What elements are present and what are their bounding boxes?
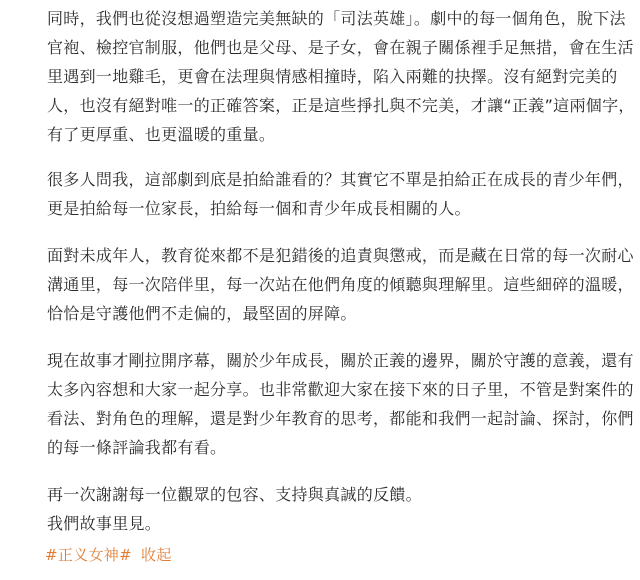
post-paragraph-3 xyxy=(47,241,634,328)
paragraph-line: 官袍、檢控官制服，他們也是父母、是子女，會在親子關係裡手足無措，會在生活 xyxy=(47,38,634,57)
hashtag-link[interactable]: #正义女神# xyxy=(45,546,132,564)
paragraph-line: 看法、對角色的理解，還是對少年教育的思考，都能和我們一起討論、探討，你們 xyxy=(47,409,634,428)
paragraph-line: 里遇到一地雞毛，更會在法理與情感相撞時，陷入兩難的抉擇。沒有絕對完美的 xyxy=(47,67,618,86)
collapse-button[interactable]: 收起 xyxy=(141,546,172,564)
paragraph-line: 人，也沒有絕對唯一的正確答案，正是這些掙扎與不完美，才讓“正義”這兩個字， xyxy=(47,96,635,115)
paragraph-line: 我們故事里見。 xyxy=(47,514,162,533)
post-body xyxy=(47,4,635,538)
post-paragraph-4 xyxy=(47,346,634,462)
paragraph-line: 溝通里，每一次陪伴里，每一次站在他們角度的傾聽與理解里。這些細碎的溫暖， xyxy=(47,275,634,294)
paragraph-line: 同時，我們也從沒想過塑造完美無缺的「司法英雄」。劇中的每一個角色，脫下法 xyxy=(47,9,626,28)
paragraph-line: 的每一條評論我都有看。 xyxy=(47,438,227,457)
paragraph-line: 現在故事才剛拉開序幕，關於少年成長，關於正義的邊界，關於守護的意義，還有 xyxy=(47,351,634,370)
post-paragraph-2 xyxy=(47,165,634,223)
paragraph-line: 更是拍給每一位家長，拍給每一個和青少年成長相關的人。 xyxy=(47,199,471,218)
paragraph-line: 再一次謝謝每一位觀眾的包容、支持與真誠的反饋。 xyxy=(47,485,422,504)
post-footer-links xyxy=(45,543,172,567)
post-paragraph-1 xyxy=(47,4,635,149)
paragraph-line: 太多內容想和大家一起分享。也非常歡迎大家在接下來的日子里，不管是對案件的 xyxy=(47,380,634,399)
paragraph-line: 很多人問我，這部劇到底是拍給誰看的？其實它不單是拍給正在成長的青少年們， xyxy=(47,170,634,189)
paragraph-line: 恰恰是守護他們不走偏的，最堅固的屏障。 xyxy=(47,304,357,323)
post-paragraph-5 xyxy=(47,480,627,538)
paragraph-line: 面對未成年人，教育從來都不是犯錯後的追責與懲戒，而是藏在日常的每一次耐心 xyxy=(47,246,634,265)
paragraph-line: 有了更厚重、也更溫暖的重量。 xyxy=(47,125,276,144)
